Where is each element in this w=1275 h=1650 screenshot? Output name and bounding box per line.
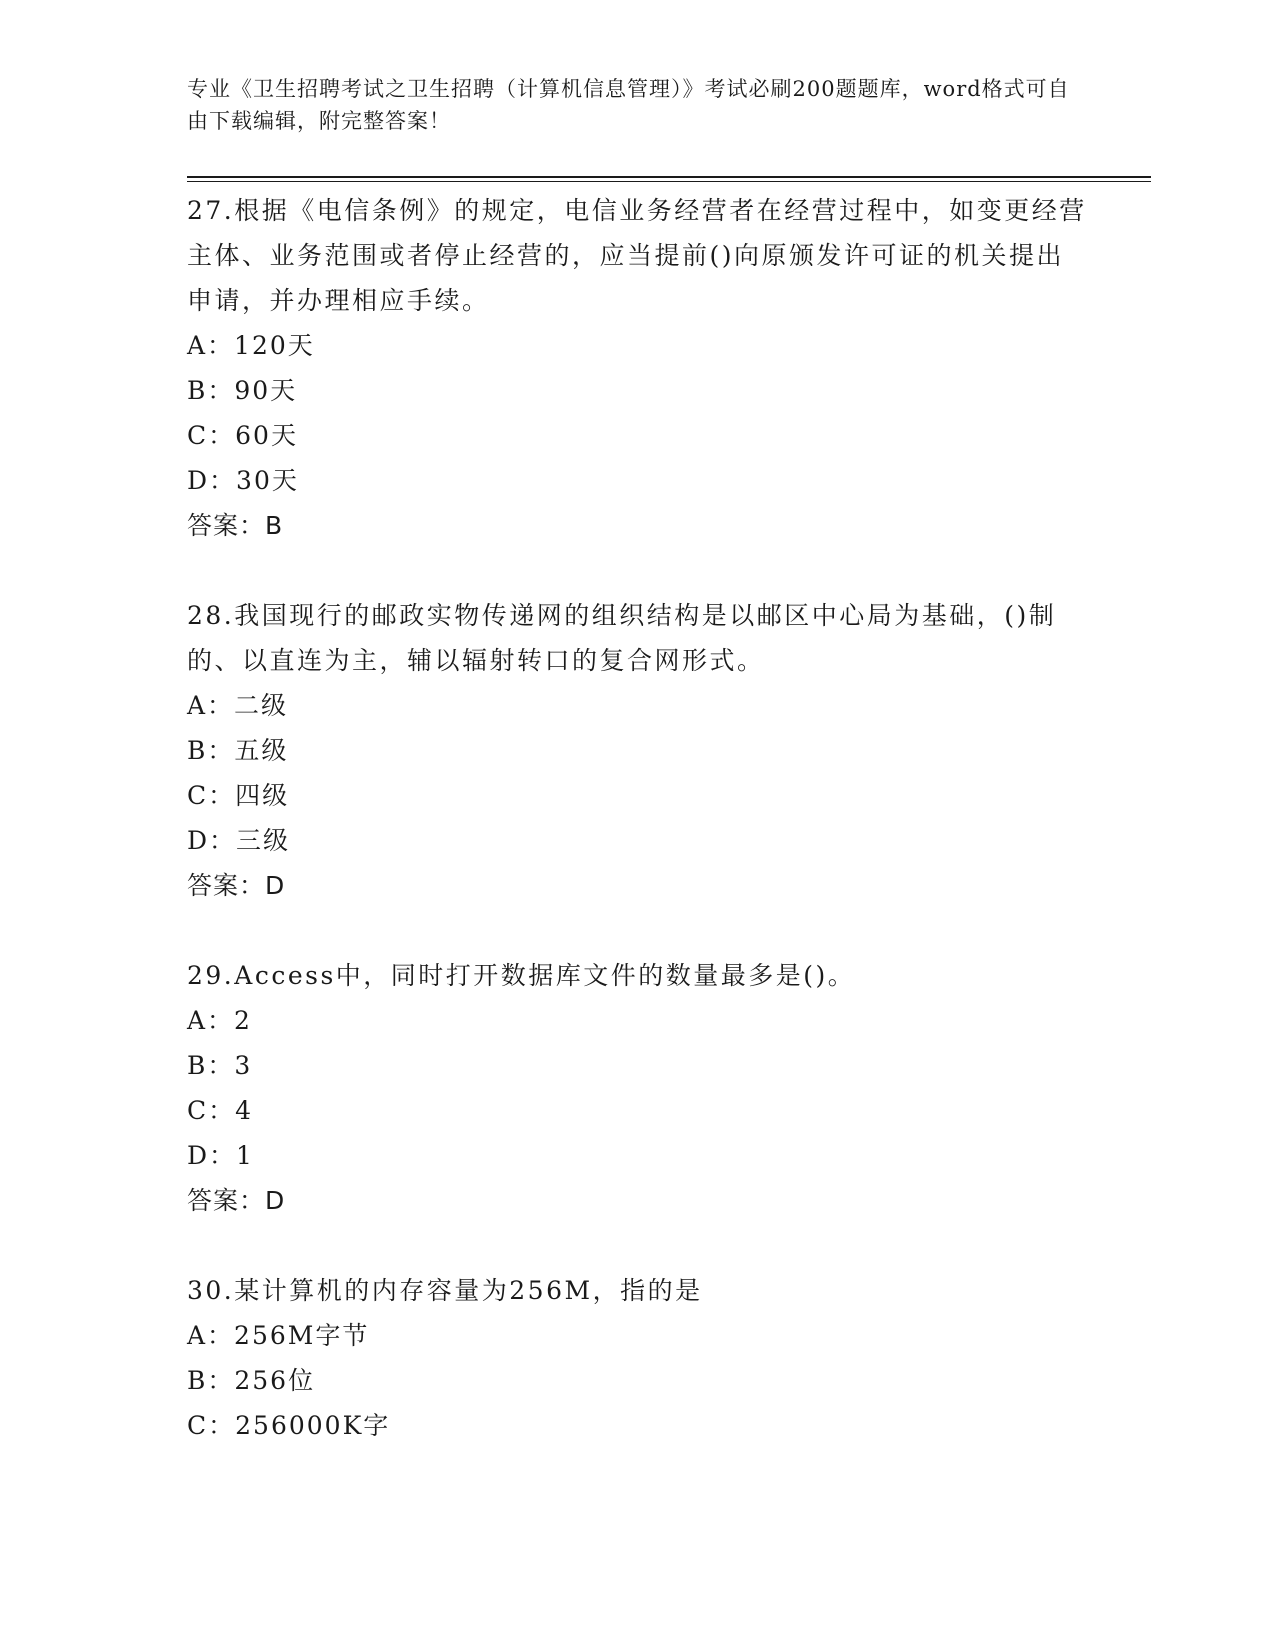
option-c: C：4	[187, 1096, 254, 1125]
option-d: D：1	[187, 1141, 254, 1170]
answer: 答案：D	[187, 871, 286, 900]
option-b: B：256位	[187, 1366, 316, 1395]
question-list	[187, 188, 1087, 1493]
question-stem: 30.某计算机的内存容量为256M，指的是	[187, 1276, 703, 1305]
option-b: B：90天	[187, 376, 298, 405]
option-a: A：120天	[187, 331, 315, 360]
option-a: A：2	[187, 1006, 252, 1035]
option-a: A：256M字节	[187, 1321, 370, 1350]
question-stem: 29.Access中，同时打开数据库文件的数量最多是()。	[187, 961, 856, 990]
option-d: D：30天	[187, 466, 299, 495]
answer: 答案：B	[187, 511, 284, 540]
option-c: C：60天	[187, 421, 298, 450]
question-30	[187, 1268, 1087, 1448]
option-c: C：四级	[187, 781, 290, 810]
option-a: A：二级	[187, 691, 289, 720]
option-b: B：五级	[187, 736, 289, 765]
option-c: C：256000K字	[187, 1411, 391, 1440]
option-b: B：3	[187, 1051, 253, 1080]
header-divider-thick	[187, 176, 1151, 178]
question-stem: 27.根据《电信条例》的规定，电信业务经营者在经营过程中，如变更经营主体、业务范围或者停止经营的，应当提前()向原颁发许可证的机关提出申请，并办理相应手续。	[187, 196, 1087, 315]
document-header: 专业《卫生招聘考试之卫生招聘（计算机信息管理）》考试必刷200题题库，word格式可自由下载编辑，附完整答案！	[187, 77, 1070, 133]
question-29	[187, 953, 1087, 1223]
option-d: D：三级	[187, 826, 291, 855]
header-divider-thin	[187, 181, 1151, 182]
question-stem: 28.我国现行的邮政实物传递网的组织结构是以邮区中心局为基础，()制的、以直连为主，辅以辐射转口的复合网形式。	[187, 601, 1057, 675]
question-28	[187, 593, 1087, 908]
question-27	[187, 188, 1087, 548]
answer: 答案：D	[187, 1186, 286, 1215]
